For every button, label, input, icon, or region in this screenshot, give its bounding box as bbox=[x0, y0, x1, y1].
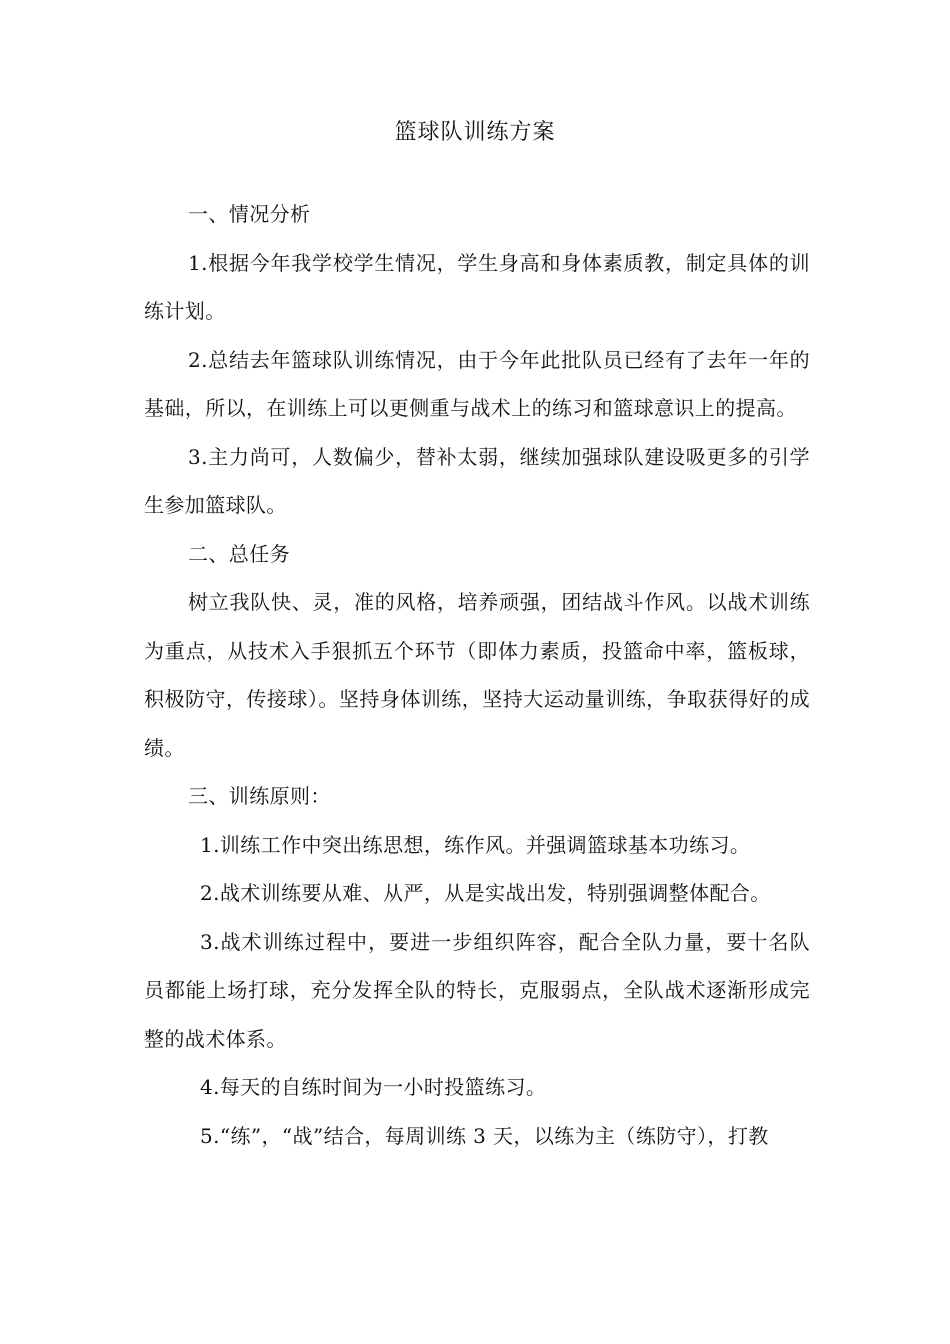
document-title: 篮球队训练方案 bbox=[394, 120, 556, 145]
section2-body: 树立我队快、灵，准的风格，培养顽强，团结战斗作风。以战术训练为重点，从技术入手狠抓五个环节（即体力素质，投篮命中率，篮板球，积极防守，传接球）。坚持身体训练，坚持大运动量训练，争取获得好的成绩。 bbox=[144, 590, 810, 760]
section1-item-3: 3.主力尚可，人数偏少，替补太弱，继续加强球队建设吸更多的引学生参加篮球队。 bbox=[144, 444, 810, 517]
section1-item-1: 1.根据今年我学校学生情况，学生身高和身体素质教，制定具体的训练计划。 bbox=[144, 250, 810, 323]
section-heading-overall-task: 二、总任务 bbox=[188, 541, 290, 566]
section-heading-training-principles: 三、训练原则： bbox=[188, 784, 331, 808]
section3-item-5: 5.“练”，“战”结合，每周训练 3 天，以练为主（练防守），打教 bbox=[200, 1123, 769, 1148]
section3-item-2: 2.战术训练要从难、从严，从是实战出发，特别强调整体配合。 bbox=[200, 881, 771, 905]
document-body bbox=[144, 190, 810, 1160]
section3-item-4: 4.每天的自练时间为一小时投篮练习。 bbox=[200, 1075, 547, 1099]
section1-item-2: 2.总结去年篮球队训练情况，由于今年此批队员已经有了去年一年的基础，所以，在训练上可以更侧重与战术上的练习和篮球意识上的提高。 bbox=[144, 347, 810, 420]
section3-item-3: 3.战术训练过程中，要进一步组织阵容，配合全队力量，要十名队员都能上场打球，充分发挥全队的特长，克服弱点，全队战术逐渐形成完整的战术体系。 bbox=[144, 929, 810, 1051]
section-heading-situation-analysis: 一、情况分析 bbox=[188, 202, 311, 226]
section3-item-1: 1.训练工作中突出练思想，练作风。并强调篮球基本功练习。 bbox=[200, 832, 751, 857]
